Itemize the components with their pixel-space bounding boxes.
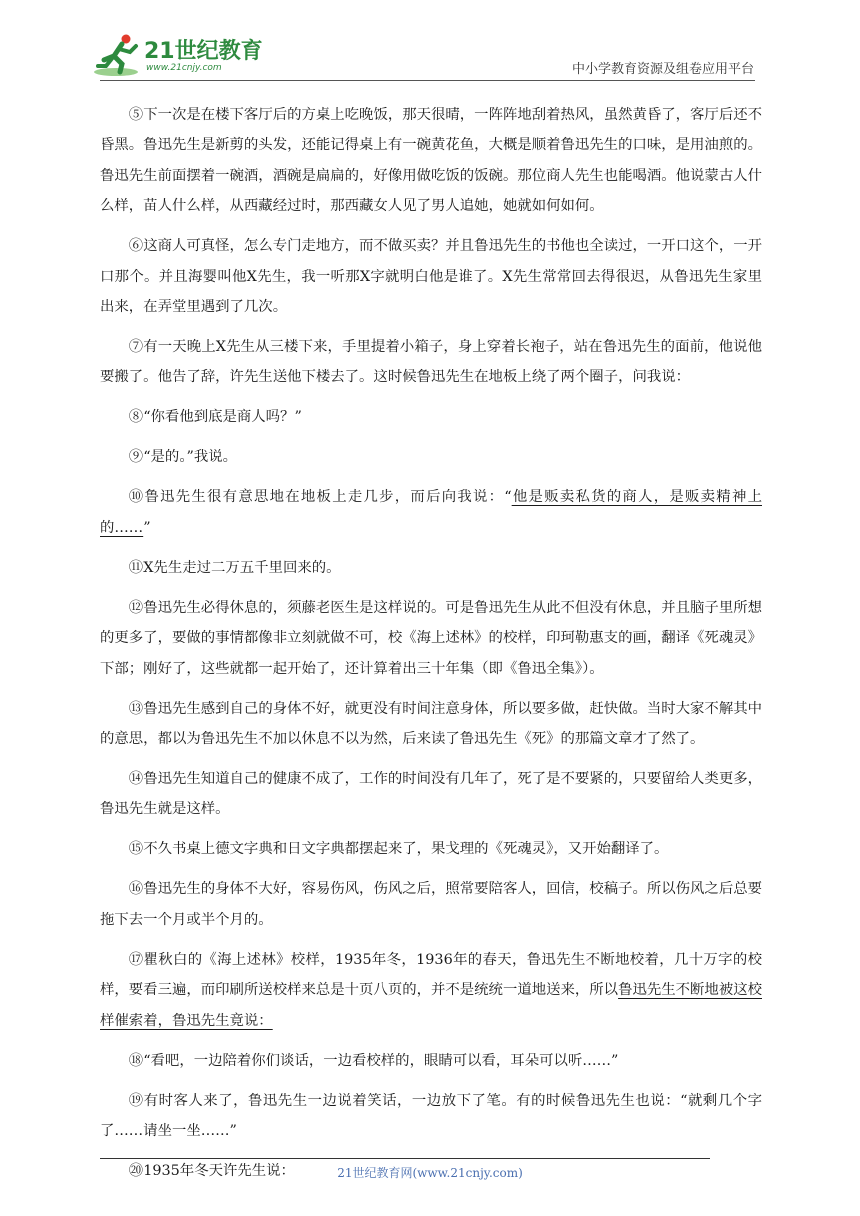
underlined-sentence: 鲁迅先生不断地被这校样催索着，鲁迅先生竟说： [100,982,762,1029]
paragraph-8: ⑧“你看他到底是商人吗？” [128,409,302,426]
paragraph-14: ⑭鲁迅先生知道自己的健康不成了，工作的时间没有几年了，死了是不要紧的，只要留给人类更多，鲁迅先生就是这样。 [100,771,762,818]
article-body [100,100,762,1196]
platform-name: 中小学教育资源及组卷应用平台 [571,62,754,77]
paragraph-5: ⑤下一次是在楼下客厅后的方桌上吃晚饭，那天很晴，一阵阵地刮着热风，虽然黄昏了，客厅后还不昏黑。鲁迅先生是新剪的头发，还能记得桌上有一碗黄花鱼，大概是顺着鲁迅先生的口味，是用油煎的。鲁迅先生前面摆着一碗酒，酒碗是扁扁的，好像用做吃饭的饭碗。那位商人先生也能喝酒。他说蒙古人什么样，苗人什么样，从西藏经过时，那西藏女人见了男人追她，她就如何如何。 [100,107,762,215]
underlined-quote: 他是贩卖私货的商人，是贩卖精神上的…… [100,489,762,536]
paragraph-10-pre: ⑩鲁迅先生很有意思地在地板上走几步，而后向我说：“ [128,489,512,506]
paragraph-9: ⑨“是的。”我说。 [128,449,238,466]
paragraph-15: ⑮不久书桌上德文字典和日文字典都摆起来了，果戈理的《死魂灵》，又开始翻译了。 [128,841,669,858]
paragraph-10-post: ” [143,519,151,536]
paragraph-19: ⑲有时客人来了，鲁迅先生一边说着笑话，一边放下了笔。有的时候鲁迅先生也说：“就剩几个字了……请坐一坐……” [100,1092,762,1140]
paragraph-12: ⑫鲁迅先生必得休息的，须藤老医生是这样说的。可是鲁迅先生从此不但没有休息，并且脑子里所想的更多了，要做的事情都像非立刻就做不可，校《海上述林》的校样，印珂勒惠支的画，翻译《死魂灵》下部；刚好了，这些就都一起开始了，还计算着出三十年集（即《鲁迅全集》）。 [100,599,762,677]
logo-url: www.21cnjy.com [146,63,222,73]
header-divider [100,80,755,81]
page-header [0,0,860,82]
page-footer: 21世纪教育网(www.21cnjy.com) [337,1166,523,1180]
logo-text: 21世纪教育 [144,39,263,64]
paragraph-20: ⑳1935年冬天许先生说： [128,1163,295,1180]
paragraph-10 [100,482,762,543]
paragraph-16: ⑯鲁迅先生的身体不大好，容易伤风，伤风之后，照常要陪客人，回信，校稿子。所以伤风之后总要拖下去一个月或半个月的。 [100,881,762,928]
paragraph-17 [100,945,762,1036]
paragraph-6: ⑥这商人可真怪，怎么专门走地方，而不做买卖？并且鲁迅先生的书他也全读过，一开口这个，一开口那个。并且海婴叫他X先生，我一听那X字就明白他是谁了。X先生常常回去得很迟，从鲁迅先生家里出来，在弄堂里遇到了几次。 [100,238,762,316]
logo [92,32,272,78]
paragraph-13: ⑬鲁迅先生感到自己的身体不好，就更没有时间注意身体，所以要多做，赶快做。当时大家不解其中的意思，都以为鲁迅先生不加以休息不以为然，后来读了鲁迅先生《死》的那篇文章才了然了。 [100,700,762,748]
runner-logo-icon [92,32,144,78]
footer-divider [100,1158,710,1159]
paragraph-11: ⑪X先生走过二万五千里回来的。 [128,559,341,576]
paragraph-18: ⑱“看吧，一边陪着你们谈话，一边看校样的，眼睛可以看，耳朵可以听……” [128,1052,619,1069]
paragraph-7: ⑦有一天晚上X先生从三楼下来，手里提着小箱子，身上穿着长袍子，站在鲁迅先生的面前，他说他要搬了。他告了辞，许先生送他下楼去了。这时候鲁迅先生在地板上绕了两个圈子，问我说： [100,339,762,386]
paragraph-17-pre: ⑰瞿秋白的《海上述林》校样，1935年冬，1936年的春天，鲁迅先生不断地校着，几十万字的校样，要看三遍，而印刷所送校样来总是十页八页的，并不是统统一道地送来，所以 [100,951,762,999]
